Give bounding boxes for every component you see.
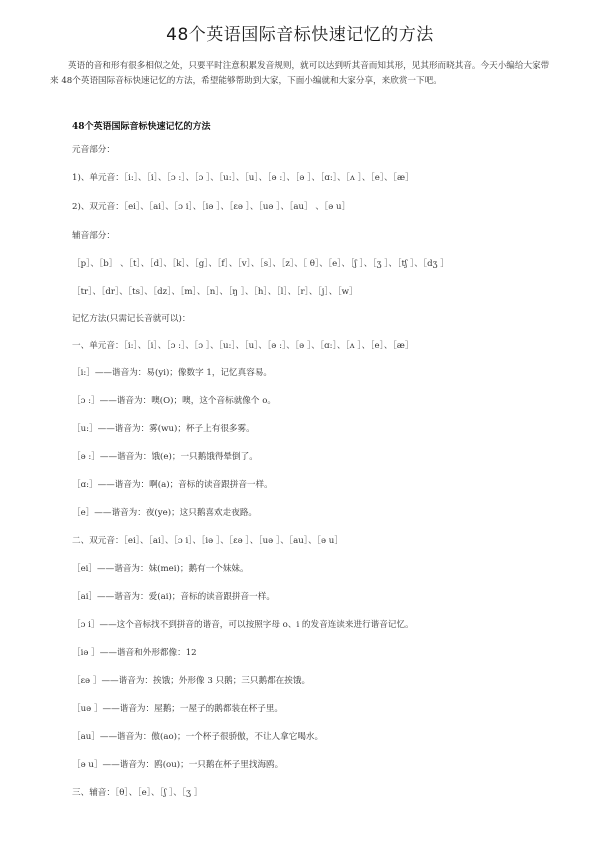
tip-a-long: ［ɑ:］——谐音为：啊(a)；音标的读音跟拼音一样。	[72, 480, 273, 490]
page-title: 48个英语国际音标快速记忆的方法	[166, 25, 434, 45]
tip-ou: ［ə u］——谐音为：鸥(ou)；一只鹅在杯子里找海鸥。	[72, 760, 284, 770]
vowels-heading: 元音部分：	[72, 145, 115, 155]
diphthongs-line: 2)、双元音：［ei］、［ai］、［ɔ i］、［iə ］、［εə ］、［uə ］、［au］ 、［ə u］	[72, 202, 351, 212]
tip-o-long: ［ɔ :］——谐音为：噢(O)；噢，这个音标就像个 o。	[72, 396, 276, 406]
consonants-line-2: ［tr］、［dr］、［ts］、［dz］、［m］、［n］、［ŋ ］、［h］、［l］、［r］、［j］、［w］	[72, 287, 358, 297]
tip-au: ［au］——谐音为：傲(ao)；一个杯子很骄傲，不让人拿它喝水。	[72, 732, 324, 742]
tip-oi: ［ɔ i］——这个音标找不到拼音的谐音，可以按照字母 o、i 的发音连读来进行谐音记忆。	[72, 620, 414, 630]
tip-ie: ［iə ］——谐音和外形都像：12	[72, 648, 197, 658]
tip-ei: ［ei］——谐音为：妹(mei)；鹅有一个妹妹。	[72, 564, 249, 574]
tip-u-long: ［u:］——谐音为：雾(wu)；杯子上有很多雾。	[72, 424, 255, 434]
tip-i-long: ［i:］——谐音为：易(yi)；像数字 1，记忆真容易。	[72, 368, 273, 378]
section-heading: 48个英语国际音标快速记忆的方法	[72, 122, 211, 132]
consonants-heading: 辅音部分：	[72, 231, 115, 241]
memory-method-heading: 记忆方法(只需记长音就可以)：	[72, 314, 191, 324]
tip-ue: ［uə ］——谐音为：屋鹅；一屋子的鹅都装在杯子里。	[72, 704, 284, 714]
consonants-line-1: ［p］、［b］ 、［t］、［d］、［k］、［g］、［f］、［v］、［s］、［z］、［ θ］、［e］、［ʃ ］、［ʒ ］、［tʃ ］、［dʒ ］	[72, 259, 449, 269]
diphthongs-method-line: 二、双元音：［ei］、［ai］、［ɔ i］、［iə ］、［εə ］、［uə ］、［au］、［ə u］	[72, 536, 343, 546]
intro-paragraph: 英语的音和形有很多相似之处，只要平时注意积累发音规则，就可以达到听其音而知其形，见其形而晓其音。今天小编给大家带来 48个英语国际音标快速记忆的方法，希望能够帮助到大家，下面小编就和大家分享，来欣赏一下吧。	[50, 61, 550, 86]
tip-ai: ［ai］——谐音为：爱(ai)；音标的读音跟拼音一样。	[72, 592, 275, 602]
tip-e: ［e］——谐音为：夜(ye)；这只鹅喜欢走夜路。	[72, 508, 258, 518]
monophthongs-method-line: 一、单元音：［i:］、［i］、［ɔ :］、［ɔ ］、［u:］、［u］、［ə :］、［ə ］、［ɑ:］、［ʌ ］、［e］、［æ］	[72, 341, 414, 351]
tip-schwa-long: ［ə :］——谐音为：饿(e)；一只鹅饿得晕倒了。	[72, 452, 258, 462]
monophthongs-line: 1)、单元音：［i:］、［i］、［ɔ :］、［ɔ ］、［u:］、［u］、［ə :］、［ə ］、［ɑ:］、［ʌ ］、［e］、［æ］	[72, 173, 414, 183]
consonants-method-line: 三、辅音：［θ］、［e］、［ʃ ］、［ʒ ］	[72, 788, 203, 798]
tip-ea: ［εə ］——谐音为：挨饿；外形像 3 只鹅；三只鹅都在挨饿。	[72, 676, 311, 686]
